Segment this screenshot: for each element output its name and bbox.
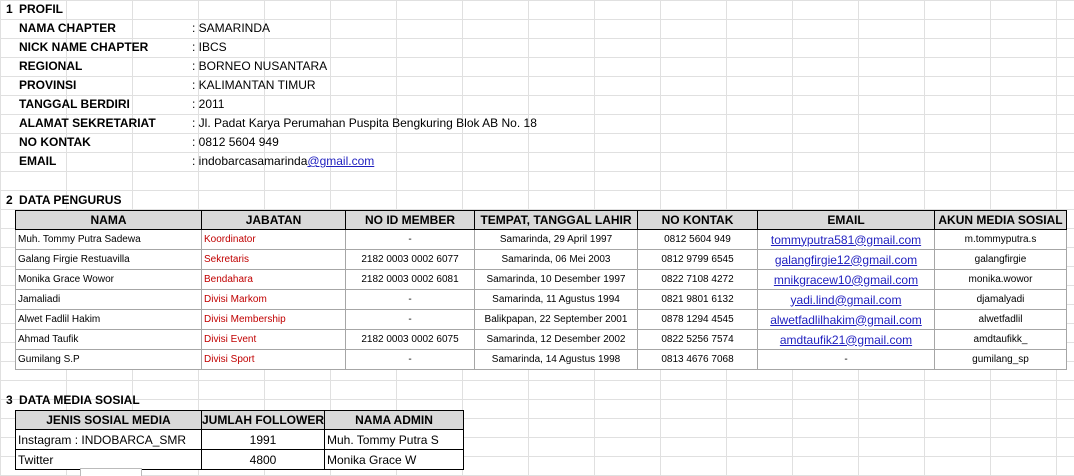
section-heading-media-sosial: DATA MEDIA SOSIAL [19, 393, 140, 407]
cell-email[interactable]: mnikgracew10@gmail.com [758, 270, 935, 290]
pengurus-table [15, 210, 1067, 370]
section-number-profil: 1 [6, 2, 13, 16]
cell-kontak: 0822 5256 7574 [638, 330, 758, 350]
cell-jenis-media: Twitter [16, 450, 202, 470]
media-sosial-column-header[interactable]: JENIS SOSIAL MEDIA [16, 411, 202, 430]
profil-label: NO KONTAK [19, 135, 91, 149]
cell-nama: Monika Grace Wowor [16, 270, 202, 290]
cell-id-member: 2182 0003 0002 6077 [346, 250, 475, 270]
cell-kontak: 0812 9799 6545 [638, 250, 758, 270]
cell-email[interactable]: galangfirgie12@gmail.com [758, 250, 935, 270]
profil-value: : SAMARINDA [192, 21, 271, 35]
table-row [16, 250, 1067, 270]
cell-id-member: 2182 0003 0002 6081 [346, 270, 475, 290]
table-row [16, 350, 1067, 370]
profil-value: : KALIMANTAN TIMUR [192, 78, 316, 92]
cell-akun-medsos: monika.wowor [935, 270, 1067, 290]
profil-label: PROVINSI [19, 78, 77, 92]
cell-ttl: Balikpapan, 22 September 2001 [475, 310, 638, 330]
cell-akun-medsos: galangfirgie [935, 250, 1067, 270]
cell-email[interactable]: amdtaufik21@gmail.com [758, 330, 935, 350]
cell-id-member: 2182 0003 0002 6075 [346, 330, 475, 350]
cell-kontak: 0812 5604 949 [638, 230, 758, 250]
pengurus-column-header[interactable]: TEMPAT, TANGGAL LAHIR [475, 211, 638, 230]
pengurus-column-header[interactable]: NAMA [16, 211, 202, 230]
cell-kontak: 0878 1294 4545 [638, 310, 758, 330]
cell-ttl: Samarinda, 10 Desember 1997 [475, 270, 638, 290]
cell-jumlah-follower: 4800 [202, 450, 325, 470]
section-number-media-sosial: 3 [6, 393, 13, 407]
profil-value: : 0812 5604 949 [192, 135, 279, 149]
cell-jumlah-follower: 1991 [202, 430, 325, 450]
pengurus-column-header[interactable]: NO KONTAK [638, 211, 758, 230]
cell-email: - [758, 350, 935, 370]
profil-value: : IBCS [192, 40, 227, 54]
profil-label-email: EMAIL [19, 154, 57, 168]
cell-email[interactable]: alwetfadlilhakim@gmail.com [758, 310, 935, 330]
pengurus-header-row [16, 211, 1067, 230]
table-row [16, 310, 1067, 330]
cell-kontak: 0821 9801 6132 [638, 290, 758, 310]
cell-kontak: 0822 7108 4272 [638, 270, 758, 290]
cell-jabatan: Divisi Event [202, 330, 346, 350]
table-row [16, 270, 1067, 290]
cell-akun-medsos: djamalyadi [935, 290, 1067, 310]
pengurus-column-header[interactable]: NO ID MEMBER [346, 211, 475, 230]
table-row [16, 290, 1067, 310]
table-row [16, 430, 464, 450]
cell-ttl: Samarinda, 12 Desember 2002 [475, 330, 638, 350]
cell-ttl: Samarinda, 06 Mei 2003 [475, 250, 638, 270]
cell-akun-medsos: amdtaufikk_ [935, 330, 1067, 350]
media-sosial-column-header[interactable]: JUMLAH FOLLOWER [202, 411, 325, 430]
cell-jabatan: Divisi Markom [202, 290, 346, 310]
profil-label: TANGGAL BERDIRI [19, 97, 130, 111]
profil-value-email[interactable] [192, 154, 374, 168]
cell-nama: Galang Firgie Restuavilla [16, 250, 202, 270]
cell-akun-medsos: m.tommyputra.s [935, 230, 1067, 250]
cell-ttl: Samarinda, 14 Agustus 1998 [475, 350, 638, 370]
section-number-pengurus: 2 [6, 193, 13, 207]
cell-id-member: - [346, 350, 475, 370]
pengurus-column-header[interactable]: EMAIL [758, 211, 935, 230]
cell-jenis-media: Instagram : INDOBARCA_SMR [16, 430, 202, 450]
email-colon: : [192, 154, 199, 168]
cell-id-member: - [346, 290, 475, 310]
cell-jabatan: Divisi Membership [202, 310, 346, 330]
cell-jabatan: Koordinator [202, 230, 346, 250]
cell-nama: Ahmad Taufik [16, 330, 202, 350]
profil-label: NAMA CHAPTER [19, 21, 116, 35]
profil-label: ALAMAT SEKRETARIAT [19, 116, 156, 130]
sheet-tab[interactable] [80, 468, 142, 476]
cell-nama-admin: Muh. Tommy Putra S [325, 430, 464, 450]
table-row [16, 330, 1067, 350]
cell-jabatan: Divisi Sport [202, 350, 346, 370]
cell-nama-admin: Monika Grace W [325, 450, 464, 470]
media-sosial-header-row [16, 411, 464, 430]
profil-value: : 2011 [192, 97, 225, 111]
cell-akun-medsos: alwetfadlil [935, 310, 1067, 330]
pengurus-column-header[interactable]: JABATAN [202, 211, 346, 230]
email-prefix: indobarcasamarinda [198, 154, 308, 168]
cell-jabatan: Sekretaris [202, 250, 346, 270]
cell-ttl: Samarinda, 29 April 1997 [475, 230, 638, 250]
cell-nama: Alwet Fadlil Hakim [16, 310, 202, 330]
media-sosial-table [15, 410, 464, 470]
cell-email[interactable]: yadi.lind@gmail.com [758, 290, 935, 310]
section-heading-profil: PROFIL [19, 2, 63, 16]
table-row [16, 450, 464, 470]
profil-label: REGIONAL [19, 59, 83, 73]
cell-id-member: - [346, 310, 475, 330]
section-heading-pengurus: DATA PENGURUS [19, 193, 122, 207]
cell-nama: Muh. Tommy Putra Sadewa [16, 230, 202, 250]
cell-email[interactable]: tommyputra581@gmail.com [758, 230, 935, 250]
cell-jabatan: Bendahara [202, 270, 346, 290]
cell-nama: Jamaliadi [16, 290, 202, 310]
media-sosial-column-header[interactable]: NAMA ADMIN [325, 411, 464, 430]
pengurus-column-header[interactable]: AKUN MEDIA SOSIAL [935, 211, 1067, 230]
cell-id-member: - [346, 230, 475, 250]
profil-value: : BORNEO NUSANTARA [192, 59, 328, 73]
cell-akun-medsos: gumilang_sp [935, 350, 1067, 370]
cell-nama: Gumilang S.P [16, 350, 202, 370]
table-row [16, 230, 1067, 250]
profil-value: : Jl. Padat Karya Perumahan Puspita Bengkuring Blok AB No. 18 [192, 116, 537, 130]
profil-label: NICK NAME CHAPTER [19, 40, 149, 54]
email-link[interactable]: @gmail.com [307, 154, 375, 168]
cell-kontak: 0813 4676 7068 [638, 350, 758, 370]
cell-ttl: Samarinda, 11 Agustus 1994 [475, 290, 638, 310]
